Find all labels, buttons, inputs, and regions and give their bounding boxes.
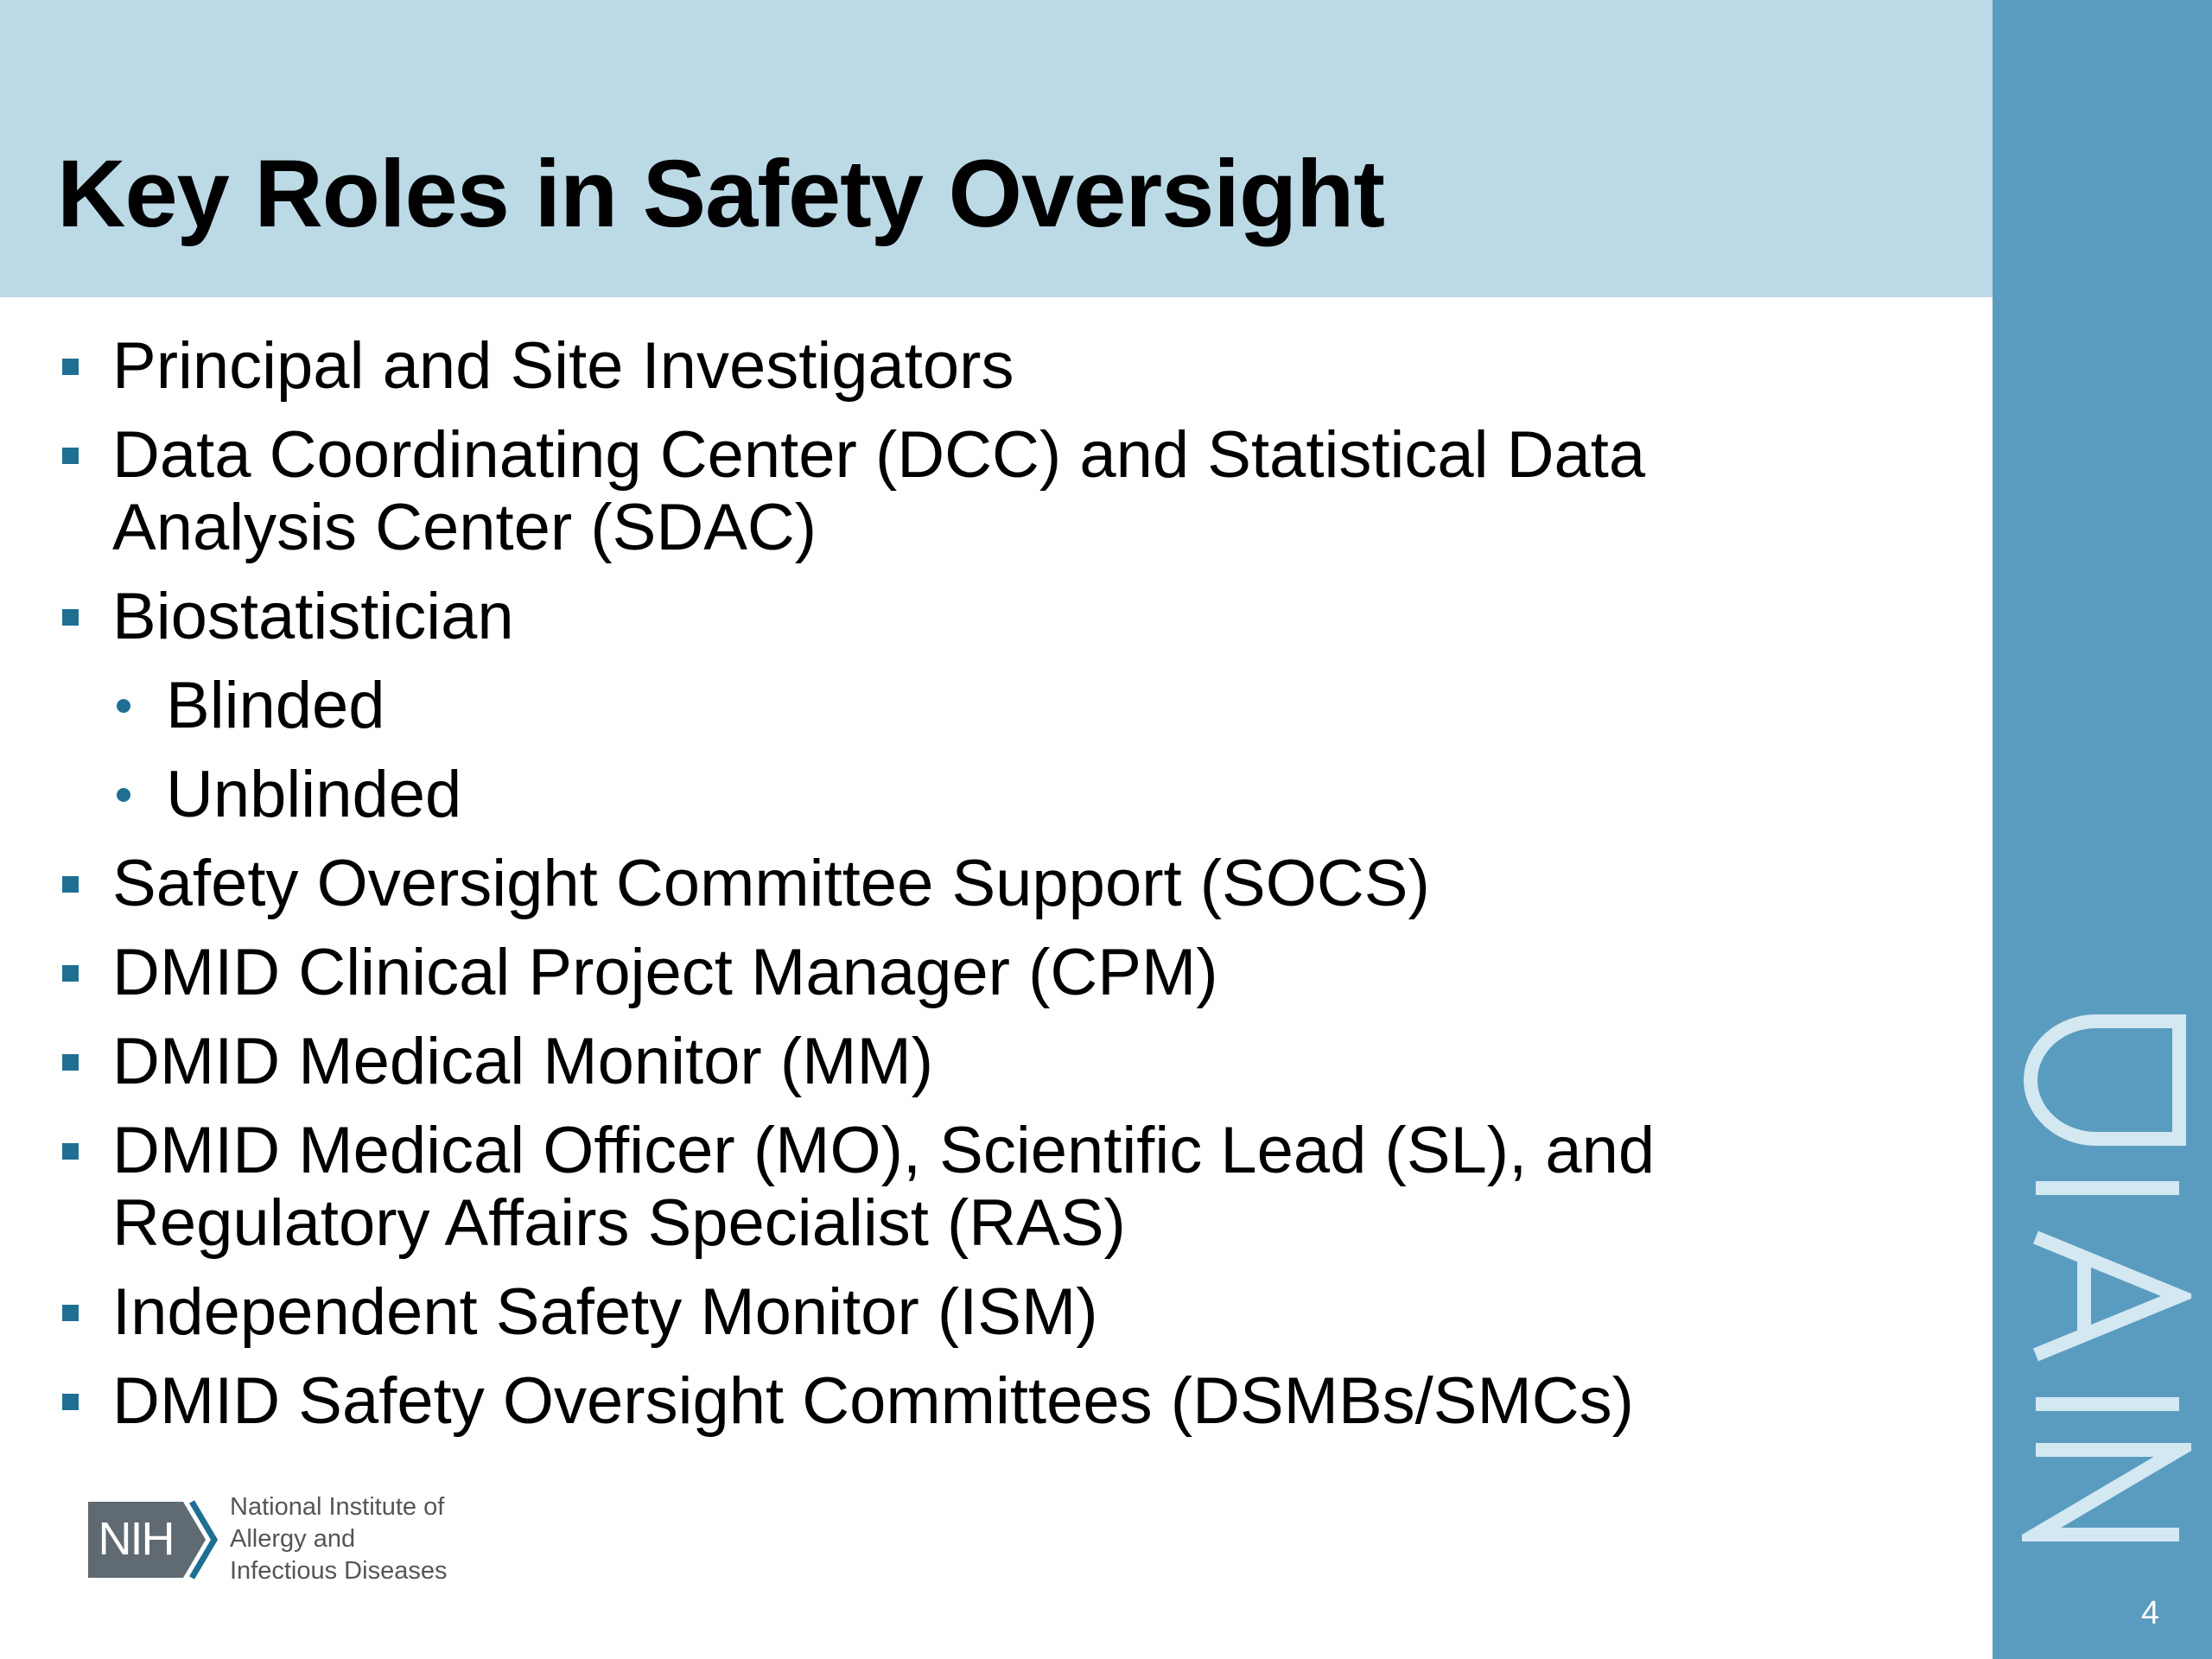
bullet-text: Principal and Site Investigators [112, 329, 1014, 403]
nih-badge-icon [86, 1498, 225, 1581]
square-bullet-icon [62, 1305, 79, 1321]
square-bullet-icon [62, 1054, 79, 1071]
institute-name-line: Infectious Diseases [230, 1557, 448, 1585]
niaid-watermark-logo [2022, 1011, 2191, 1547]
square-bullet-icon [62, 1394, 79, 1410]
square-bullet-icon [62, 359, 79, 375]
bullet-text: DMID Safety Oversight Committees (DSMBs/SMCs) [112, 1364, 1634, 1438]
slide-title: Key Roles in Safety Oversight [57, 141, 1384, 247]
bullet-text: Data Coordinating Center (DCC) and Statistical Data [112, 418, 1646, 492]
bullet-text: DMID Medical Monitor (MM) [112, 1025, 934, 1098]
nih-institute-name [230, 1491, 489, 1587]
square-bullet-icon [62, 1143, 79, 1160]
sub-bullet-text: Unblinded [166, 758, 462, 831]
round-bullet-icon [117, 699, 130, 713]
bullet-text-continued: Analysis Center (SDAC) [112, 491, 817, 564]
bullet-text: Safety Oversight Committee Support (SOCS) [112, 847, 1430, 920]
bullet-text: Biostatistician [112, 580, 514, 653]
bullet-text: DMID Medical Officer (MO), Scientific Lead (SL), and [112, 1114, 1656, 1187]
nih-logo [86, 1491, 484, 1585]
square-bullet-icon [62, 448, 79, 464]
bullet-text: DMID Clinical Project Manager (CPM) [112, 936, 1218, 1009]
bullet-text: Independent Safety Monitor (ISM) [112, 1275, 1098, 1349]
sub-bullet-text: Blinded [166, 669, 385, 742]
nih-badge-text: NIH [98, 1513, 174, 1565]
institute-name-line: Allergy and [230, 1525, 356, 1553]
page-number: 4 [2141, 1595, 2160, 1631]
bullet-text-continued: Regulatory Affairs Specialist (RAS) [112, 1186, 1126, 1260]
square-bullet-icon [62, 609, 79, 626]
round-bullet-icon [117, 788, 130, 802]
square-bullet-icon [62, 965, 79, 982]
square-bullet-icon [62, 876, 79, 893]
institute-name-line: National Institute of [230, 1493, 445, 1521]
